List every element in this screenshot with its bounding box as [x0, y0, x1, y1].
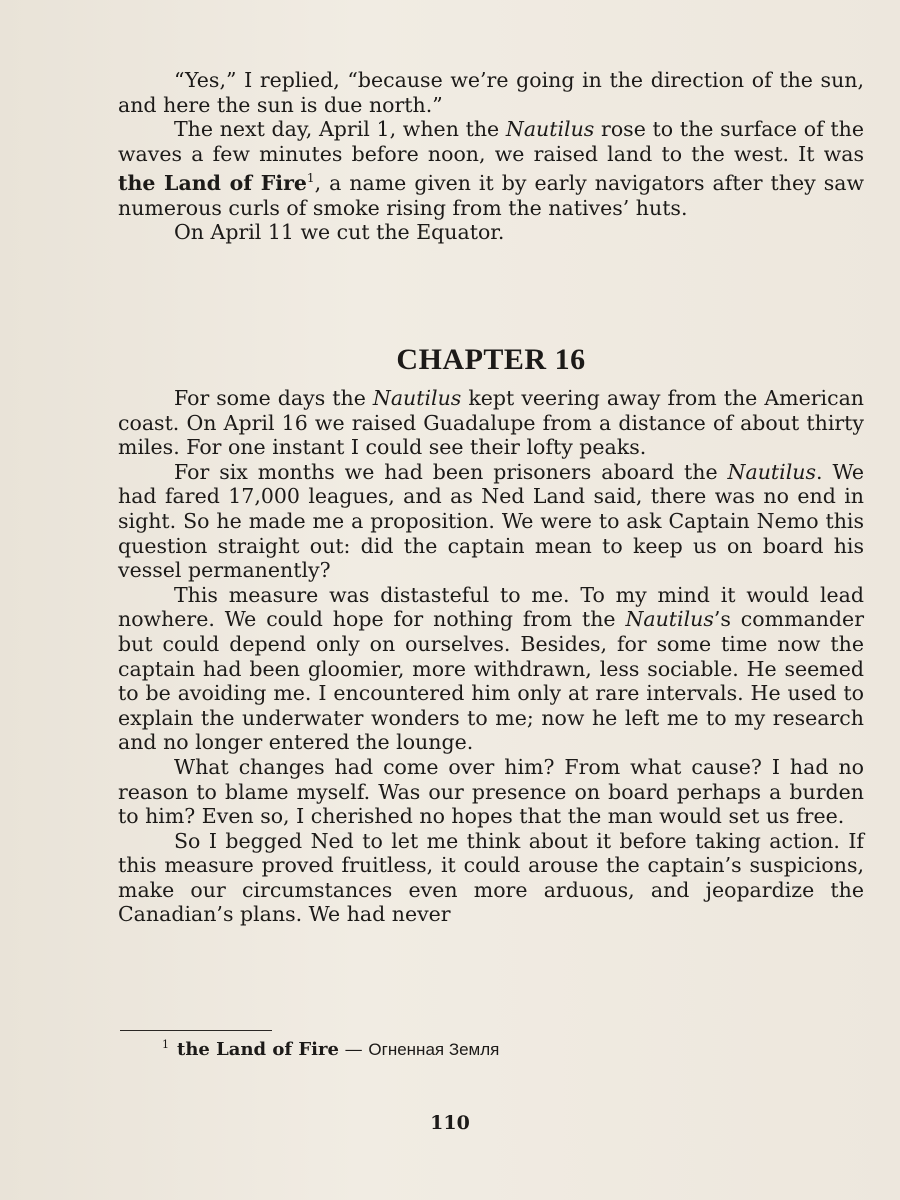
- ship-name: Nautilus: [372, 386, 462, 410]
- footnote-number: 1: [162, 1038, 169, 1051]
- footnote-translation: Огненная Земля: [368, 1040, 500, 1059]
- footnoted-term: the Land of Fire: [118, 171, 307, 196]
- footnote-divider: [120, 1030, 272, 1031]
- paragraph: For six months we had been prisoners aboard the Nautilus. We had fared 17,000 leagues, and as Ned Land said, there was no end in sight. So he made me a proposition. We were to ask Captain Nemo this question straight out: did the captain mean to keep us on board his vessel permanently?: [118, 459, 864, 583]
- paragraph: This measure was distasteful to me. To my mind it would lead nowhere. We could hope for nothing from the Nautilus’s commander but could depend only on ourselves. Besides, for some time now the captain had been gloomier, more withdrawn, less sociable. He seemed to be avoiding me. I encountered him only at rare intervals. He used to explain the underwater wonders to me; now he left me to my research and no longer entered the lounge.: [118, 582, 864, 755]
- ship-name: Nautilus: [727, 459, 816, 484]
- footnote-dash: —: [338, 1039, 369, 1060]
- footnote-term: the Land of Fire: [177, 1039, 339, 1060]
- ship-name: Nautilus: [505, 117, 595, 142]
- page-number: 110: [430, 1112, 470, 1134]
- paragraph: On April 11 we cut the Equator.: [174, 220, 505, 245]
- paragraph: What changes had come over him? From what cause? I had no reason to blame myself. Was our presence on board perhaps a burden to him? Even so, I cherished no hopes that the man would set us free.: [118, 754, 864, 829]
- chapter-title: CHAPTER 16: [396, 343, 586, 376]
- text-block-top: [118, 68, 864, 245]
- paragraph: So I begged Ned to let me think about it before taking action. If this measure proved fruitless, it could arouse the captain’s suspicions, make our circumstances even more arduous, and jeopardize the Canadian’s plans. We had never: [118, 828, 864, 927]
- footnote: [162, 1038, 499, 1060]
- paragraph: “Yes,” I replied, “because we’re going in the direction of the sun, and here the sun is due north.”: [118, 68, 864, 117]
- text-block-chapter: [118, 386, 864, 927]
- ship-name: Nautilus: [625, 607, 714, 632]
- paragraph: For some days the Nautilus kept veering away from the American coast. On April 16 we raised Guadalupe from a distance of about thirty miles. For one instant I could see their lofty peaks.: [118, 386, 864, 460]
- paragraph: The next day, April 1, when the Nautilus rose to the surface of the waves a few minutes before noon, we raised land to the west. It was the Land of Fire$^1$, a name given it by early navigators after they saw numerous curls of smoke rising from the natives’ huts.: [118, 117, 864, 220]
- footnote-marker: 1: [306, 171, 315, 186]
